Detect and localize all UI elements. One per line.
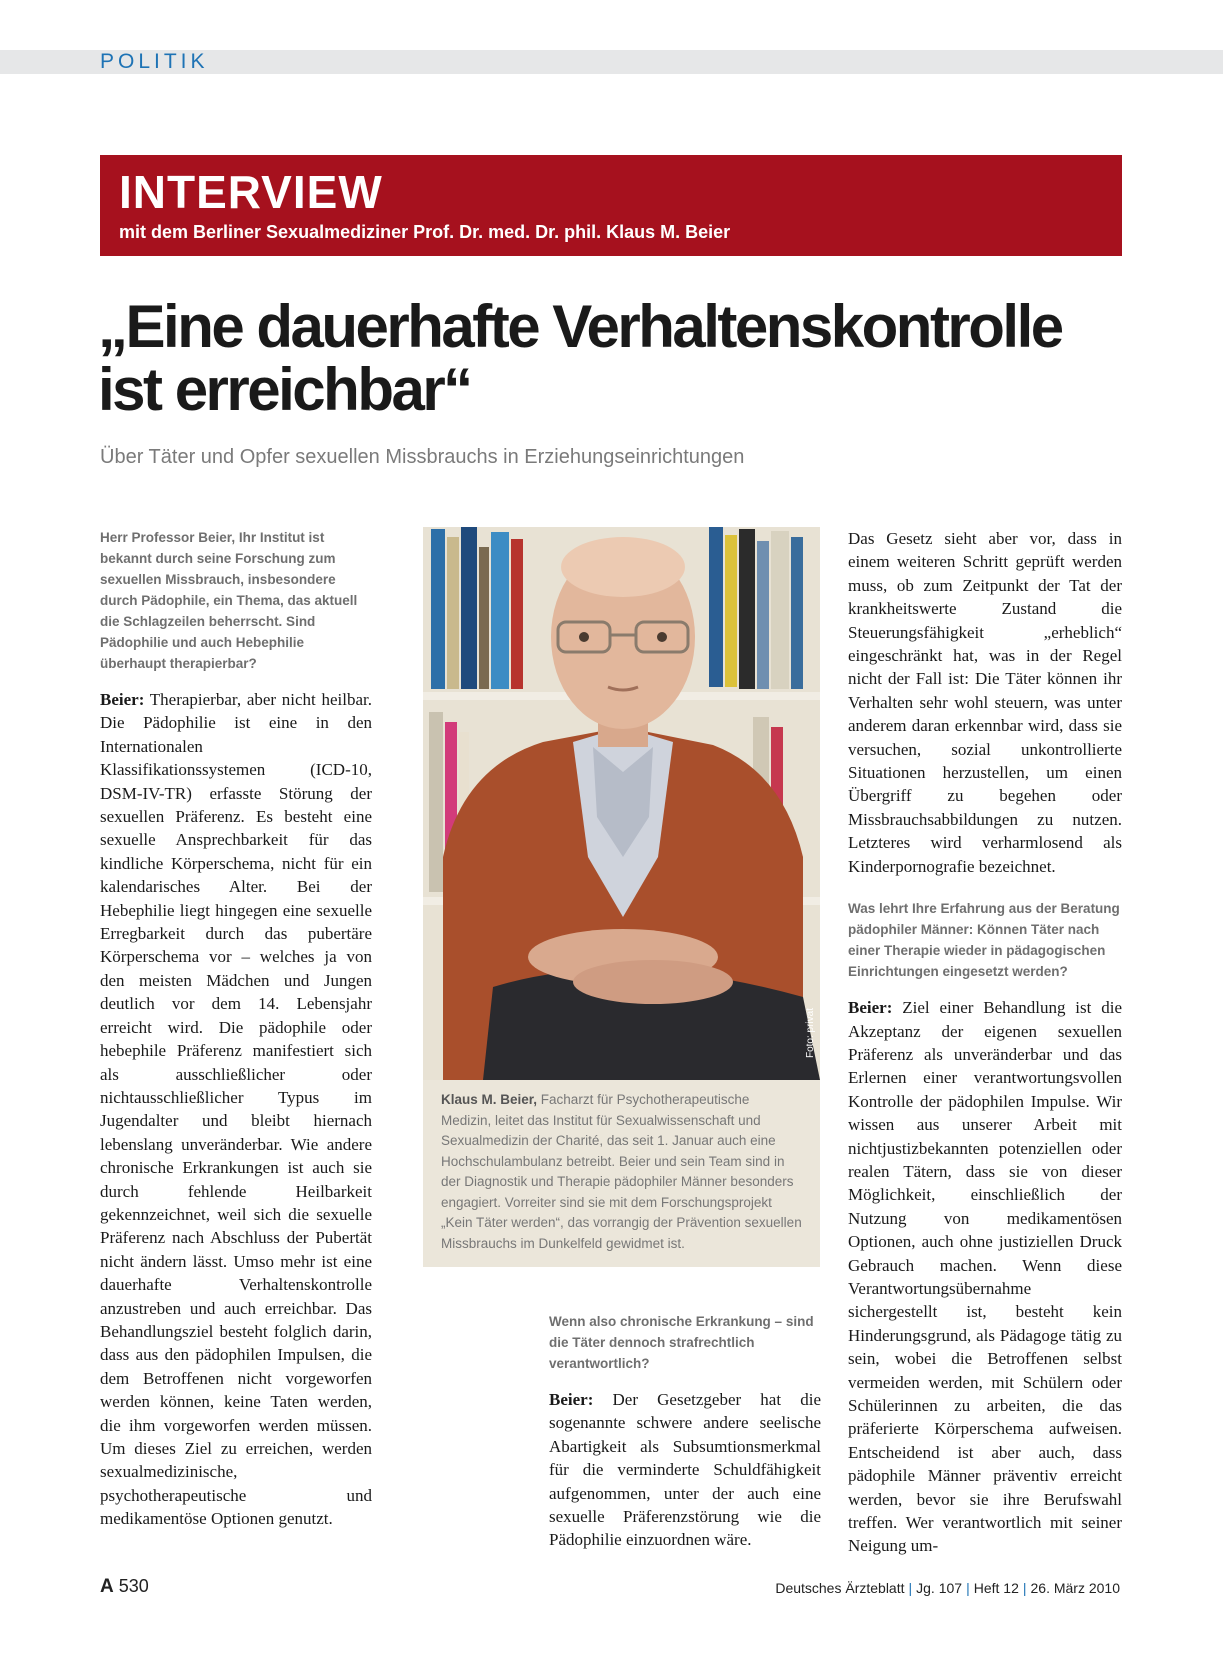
- photo-credit: Foto: privat: [805, 1007, 816, 1058]
- caption-text: Facharzt für Psychotherapeutische Medizin, leitet das Institut für Sexualwissenschaft und Sexualmedizin der Charité, das seit 1. Januar auch eine Hochschulambulanz betreibt. Beier und sein Team sind in der Diagnostik und Therapie pädophiler Männer besonders engagiert. Vorreiter sind sie mit dem Forschungsprojekt „Kein Täter werden“, das vorrangig der Prävention sexuellen Missbrauchs im Dunkelfeld gewidmet ist.: [441, 1092, 802, 1251]
- answer-1-text: Therapierbar, aber nicht heilbar. Die Pädophilie ist eine in den Internationalen Klassifikationssystemen (ICD-10, DSM-IV-TR) erfasste Störung der sexuellen Präferenz. Es besteht eine sexuelle Ansprechbarkeit für das kindliche Körperschema, nicht für ein kalendarisches Alter. Bei der Hebephilie liegt hingegen eine sexuelle Erregbarkeit durch das pubertäre Körperschema vor – welches ja von den meisten Mädchen und Jungen deutlich vor dem 14. Lebensjahr erreicht wird. Die pädophile oder hebephile Präferenz manifestiert sich als ausschließlicher oder nichtausschließlicher Typus im Jugendalter und bleibt hiernach lebenslang unveränderbar. Wie andere chronische Erkrankungen ist auch sie durch fehlende Heilbarkeit gekennzeichnet, weil sich die sexuelle Präferenz nach Abschluss der Pubertät nicht ändern lässt. Umso mehr ist eine dauerhafte Verhaltenskontrolle anzustreben und auch erreichbar. Das Behandlungsziel besteht folglich darin, dass aus den pädophilen Impulsen, die dem Betroffenen nicht vorgeworfen werden können, keine Taten werden, die ihm vorgeworfen werden müssen. Um dieses Ziel zu erreichen, werden sexualmedizinische, psychotherapeutische und medikamentöse Optionen genutzt.: [100, 690, 372, 1529]
- column-2: [549, 1311, 821, 1552]
- caption-name: Klaus M. Beier,: [441, 1092, 538, 1107]
- photo-caption: [423, 1080, 820, 1267]
- portrait-photo: [423, 527, 820, 1080]
- banner-title: INTERVIEW: [119, 166, 383, 218]
- column-3: [848, 527, 1122, 1558]
- question-1: Herr Professor Beier, Ihr Institut ist bekannt durch seine Forschung zum sexuellen Missbrauch, insbesondere durch Pädophile, ein Thema, das aktuell die Schlagzeilen beherrscht. Sind Pädophilie und auch Hebephilie überhaupt therapierbar?: [100, 530, 358, 671]
- answer-2: [549, 1388, 821, 1552]
- answer-2-continued: Das Gesetz sieht aber vor, dass in einem weiteren Schritt geprüft werden muss, ob zum Zeitpunkt der Tat der krankheitswerte Zustand die Steuerungsfähigkeit „erheblich“ eingeschränkt hat, was in der Regel nicht der Fall ist: Die Täter können ihr Verhalten sehr wohl steuern, was unter anderem daran erkennbar wird, dass sie versuchen, sozial unkontrollierte Situationen herzustellen, um einen Übergriff zu begehen oder Missbrauchsabbildungen zu nutzen. Letzteres wird verharmlosend als Kinderpornografie bezeichnet.: [848, 529, 1122, 876]
- page-prefix: A: [100, 1576, 114, 1597]
- journal-date: 26. März 2010: [1030, 1580, 1120, 1596]
- journal-issue: Heft 12: [973, 1580, 1019, 1596]
- answer-2-text: Der Gesetzgeber hat die sogenannte schwere andere seelische Abartigkeit als Subsumtionsmerkmal für die verminderte Schuldfähigkeit aufgenommen, unter der auch eine sexuelle Präferenzstörung wie die Pädophilie einzuordnen wäre.: [549, 1390, 821, 1550]
- portrait-illustration: [423, 527, 820, 1080]
- speaker-label: Beier:: [100, 690, 145, 709]
- answer-3: [848, 996, 1122, 1558]
- interview-banner: [100, 155, 1122, 256]
- column-1: [100, 527, 372, 1531]
- page-number-value: 530: [118, 1576, 149, 1596]
- speaker-label: Beier:: [848, 998, 893, 1018]
- section-label: POLITIK: [100, 50, 209, 73]
- journal-name: Deutsches Ärzteblatt: [775, 1580, 905, 1596]
- headline: [98, 295, 1128, 421]
- journal-footer: Deutsches Ärzteblatt | Jg. 107 | Heft 12 | 26. März 2010: [775, 1580, 1120, 1596]
- question-3: Was lehrt Ihre Erfahrung aus der Beratung pädophiler Männer: Können Täter nach einer Therapie wieder in pädagogischen Einrichtungen eingesetzt werden?: [848, 901, 1120, 980]
- answer-1: [100, 688, 372, 1531]
- page-number: [100, 1576, 149, 1598]
- speaker-label: Beier:: [549, 1390, 594, 1409]
- headline-line-1: „Eine dauerhafte Verhaltenskontrolle: [98, 293, 1062, 360]
- headline-line-2: ist erreichbar“: [98, 356, 471, 423]
- banner-subtitle: mit dem Berliner Sexualmediziner Prof. Dr. med. Dr. phil. Klaus M. Beier: [119, 222, 731, 242]
- journal-volume: Jg. 107: [916, 1580, 963, 1596]
- article-subtitle: Über Täter und Opfer sexuellen Missbrauchs in Erziehungseinrichtungen: [100, 446, 745, 468]
- question-2: Wenn also chronische Erkrankung – sind die Täter dennoch strafrechtlich verantwortlich?: [549, 1314, 814, 1371]
- answer-3-text: Ziel einer Behandlung ist die Akzeptanz der eigenen sexuellen Präferenz als unveränderbar und das Erlernen einer verantwortungsvollen Kontrolle der pädophilen Impulse. Wir wissen aus unserer Arbeit mit nichtjustizbekannten potenziellen oder realen Tätern, dass sie von dieser Möglichkeit, einschließlich der Nutzung von medikamentösen Optionen, auch ohne justiziellen Druck Gebrauch machen. Wenn diese Verantwortungsübernahme sichergestellt ist, besteht kein Hinderungsgrund, als Pädagoge tätig zu sein, wobei die Betroffenen selbst vermeiden werden, mit Schülern oder Schülerinnen zu arbeiten, die das präferierte Körperschema aufweisen. Entscheidend ist aber auch, dass pädophile Männer präventiv erreicht werden, bevor sie ihre Berufswahl treffen. Wer verantwortlich mit seiner Neigung um-: [848, 998, 1122, 1556]
